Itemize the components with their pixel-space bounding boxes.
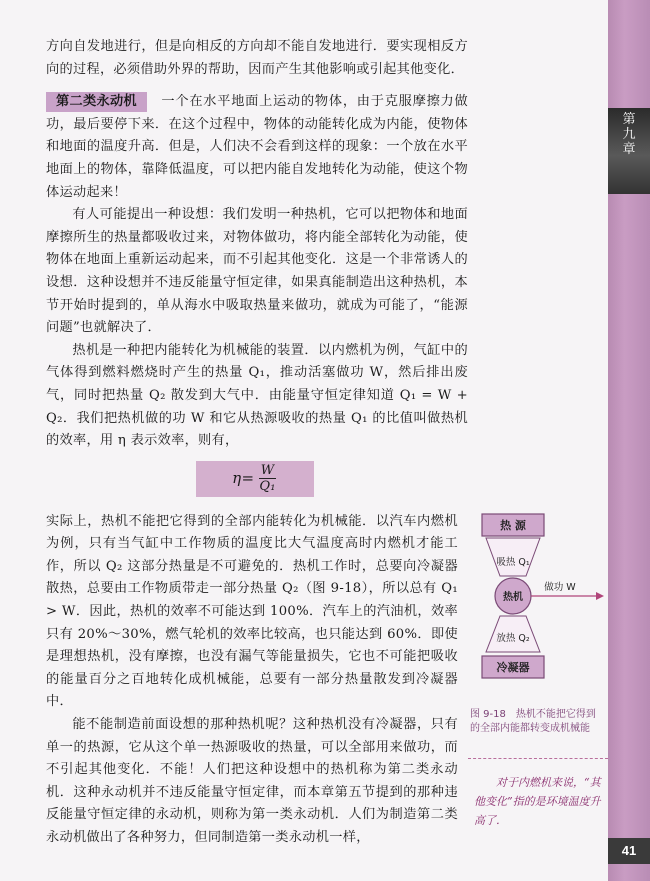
paragraph-1: 方向自发地进行，但是向相反的方向却不能自发地进行．要实现相反方向的过程，必须借助外界的帮助，因而产生其他影响或引起其他变化． — [46, 39, 468, 77]
formula-denominator: Q₁ — [259, 479, 276, 495]
margin-note: 对于内燃机来说，“其他变化”指的是环境温度升高了． — [474, 776, 601, 827]
main-text-column — [46, 36, 468, 850]
work-arrow-head — [596, 592, 604, 600]
condenser-label: 冷凝器 — [496, 661, 530, 674]
release-heat-label: 放热 Q₂ — [496, 633, 530, 644]
heat-engine-diagram — [468, 510, 608, 690]
formula-lhs: η= — [232, 469, 255, 488]
chapter-tab-line-3: 章 — [622, 142, 636, 157]
heat-source-label: 热 源 — [500, 519, 526, 532]
paragraph-5: 实际上，热机不能把它得到的全部内能转化为机械能．以汽车内燃机为例，只有当气缸中工作物质的温度比大气温度高时内燃机才能工作，所以 Q₂ 这部分热量是不可避免的．热机工作时，总要向冷凝器散热，总要由工作物质带走一部分热量 Q₂（图 9-18），所以总有 Q₁ > W．因此，热机的效率不可能达到 100%．汽车上的汽油机，效率只有 20%～30%，燃气轮机的效率比较高，也只能达到 60%．即使是理想热机，没有摩擦，也没有漏气等能量损失，它也不可能把吸收的能量百分之百地转化成机械能，总要有一部分热量散发到冷凝器中． — [46, 513, 458, 710]
paragraph-6: 能不能制造前面设想的那种热机呢？这种热机没有冷凝器，只有单一的热源，它从这个单一热源吸收的热量，可以全部用来做功，而不引起其他变化．不能！人们把这种设想中的热机称为第二类永动机．这种永动机并不违反能量守恒定律，而本章第五节提到的那种违反能量守恒定律的永动机，则称为第一类永动机．人们为制造第二类永动机做出了各种努力，但同制造第一类永动机一样， — [46, 717, 458, 845]
page-number: 41 — [608, 838, 650, 864]
chapter-tab-line-2: 九 — [622, 127, 636, 142]
chapter-tab — [608, 108, 650, 194]
paragraph-2 — [46, 91, 468, 204]
paragraph-2-text: 一个在水平地面上运动的物体，由于克服摩擦力做功，最后要停下来．在这个过程中，物体的动能转化成为内能，使物体和地面的温度升高．但是，人们决不会看到这样的现象：一个放在水平地面上的物体，靠降低温度，可以把内能自发地转化为动能，使这个物体运动起来！ — [46, 94, 468, 200]
work-label: 做功 W — [544, 582, 576, 593]
formula-numerator: W — [260, 463, 275, 479]
absorb-heat-label: 吸热 Q₁ — [496, 557, 530, 568]
formula-fraction — [257, 463, 277, 494]
paragraph-3: 有人可能提出一种设想：我们发明一种热机，它可以把物体和地面摩擦所生的热量都吸收过来，对物体做功，将内能全部转化为动能，使物体在地面上重新运动起来，而不引起其他变化．这是一个非常诱人的设想．这种设想并不违反能量守恒定律，如果真能制造出这种热机，本节开始时提到的，单从海水中吸取热量来做功，就成为可能了，“能源问题”也就解决了． — [46, 207, 468, 336]
efficiency-formula — [196, 461, 314, 497]
efficiency-formula-row — [46, 457, 468, 505]
figure-caption: 图 9-18 热机不能把它得到的全部内能都转变成机械能 — [470, 709, 596, 734]
paragraph-4: 热机是一种把内能转化为机械能的装置．以内燃机为例，气缸中的气体得到燃料燃烧时产生的热量 Q₁，推动活塞做功 W，然后排出废气，同时把热量 Q₂ 散发到大气中．由能量守恒定律知道 Q₁ = W + Q₂．我们把热机做的功 W 和它从热源吸收的热量 Q₁ 的比值叫做热机的效率，用 η 表示效率，则有， — [46, 342, 468, 449]
heat-engine-label: 热机 — [503, 592, 523, 603]
sidenote-divider — [468, 758, 608, 759]
chapter-tab-line-1: 第 — [622, 112, 636, 127]
section-term-badge: 第二类永动机 — [46, 92, 147, 112]
